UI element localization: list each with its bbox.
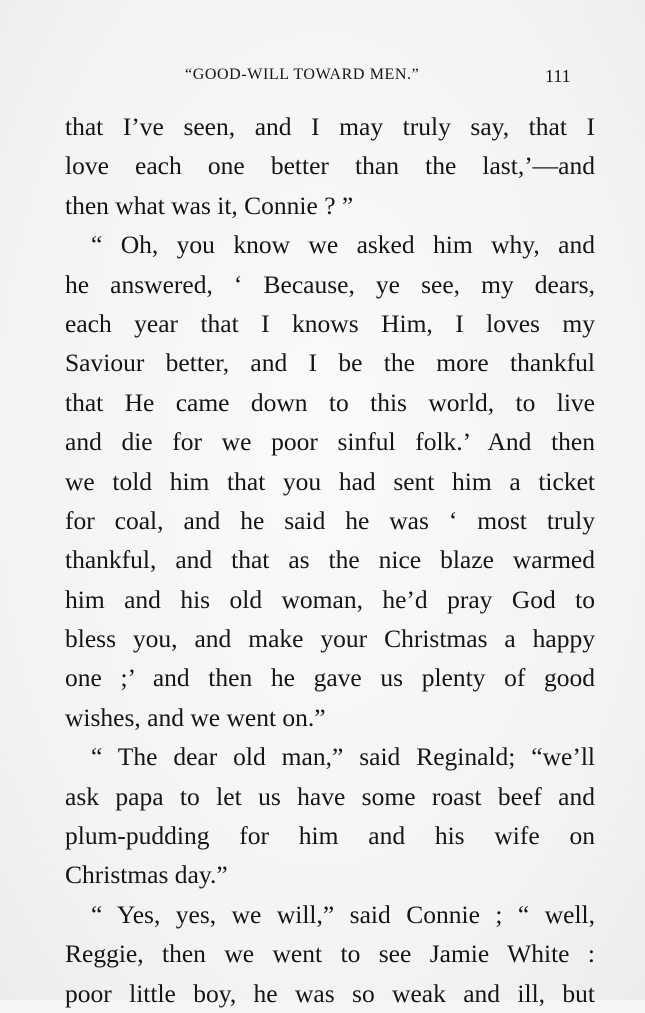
text-line: “ The dear old man,” said Reginald; “we’ll [91,742,595,772]
text-line: Reggie, then we went to see Jamie White : [65,939,595,969]
text-line: then what was it, Connie ? ” [65,190,354,220]
body-text [65,107,595,1013]
text-line: “ Yes, yes, we will,” said Connie ; “ well, [91,899,595,929]
text-line: love each one better than the last,’—and [65,151,595,181]
text-line: we told him that you had sent him a ticket [65,466,595,496]
running-title: “GOOD-WILL TOWARD MEN.” [185,66,420,83]
text-line: him and his old woman, he’d pray God to [65,584,595,614]
running-head [0,66,645,92]
text-line: thankful, and that as the nice blaze warmed [65,545,595,575]
text-line: for coal, and he said he was ‘ most truly [65,505,595,535]
text-line: plum-pudding for him and his wife on [65,821,595,851]
text-line: that He came down to this world, to live [65,387,595,417]
text-line: and die for we poor sinful folk.’ And then [65,427,595,457]
text-line: one ;’ and then he gave us plenty of good [65,663,595,693]
text-line: Christmas day.” [65,860,228,890]
text-line: each year that I knows Him, I loves my [65,308,595,338]
text-line: he answered, ‘ Because, ye see, my dears, [65,269,595,299]
text-line: wishes, and we went on.” [65,702,326,732]
text-line: that I’ve seen, and I may truly say, that I [65,112,595,141]
text-line: Saviour better, and I be the more thankful [65,348,595,378]
text-line: ask papa to let us have some roast beef and [65,781,595,811]
text-line: bless you, and make your Christmas a happy [65,624,595,654]
text-line: “ Oh, you know we asked him why, and [91,230,595,260]
page-number: 111 [545,66,571,86]
text-line: poor little boy, he was so weak and ill, but [65,978,595,1008]
